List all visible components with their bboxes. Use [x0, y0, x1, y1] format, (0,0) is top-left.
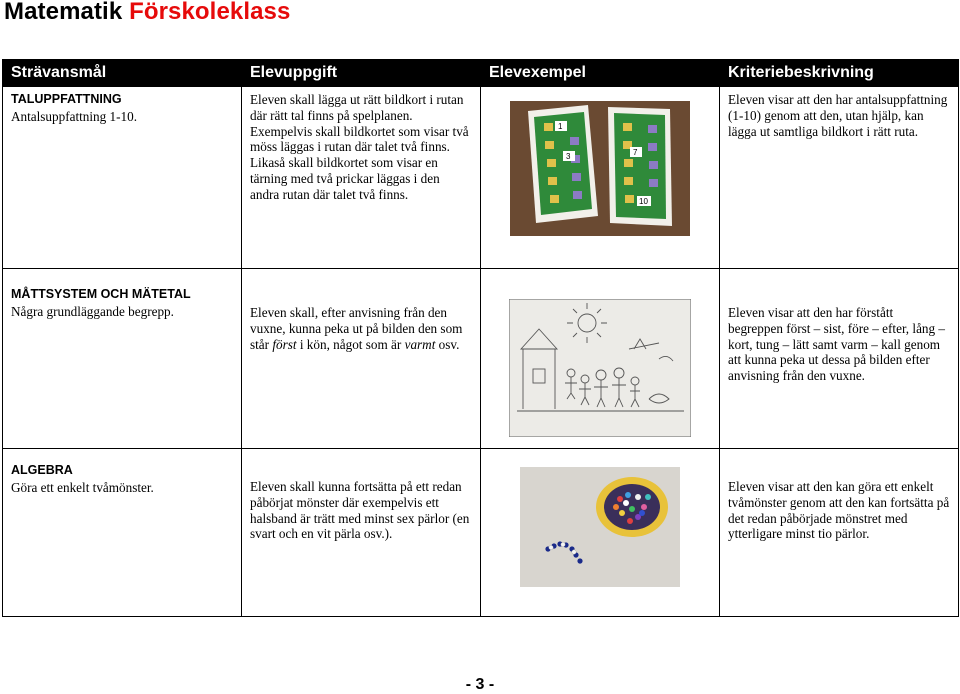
title-part-2: Förskoleklass — [129, 0, 291, 25]
header-elevuppgift: Elevuppgift — [242, 60, 481, 87]
table-row — [3, 87, 959, 269]
category-label: ALGEBRA — [11, 463, 73, 477]
criteria-text: Eleven visar att den har förstått begreppen först – sist, före – efter, lång – kort, tung – lätt samt varm – kall genom att kunna peka ut dessa på bilden efter anvisning från den vuxne. — [728, 305, 945, 384]
header-elevexempel: Elevexempel — [481, 60, 720, 87]
goal-text: Några grundläggande begrepp. — [11, 303, 174, 319]
board-number-label: 3 — [566, 152, 571, 161]
board-number-label: 7 — [633, 148, 638, 157]
task-text — [242, 269, 480, 357]
curriculum-table — [2, 59, 959, 617]
task-emphasis: först — [272, 336, 297, 352]
page-number: - 3 - — [465, 676, 495, 693]
header-kriteriebeskrivning: Kriteriebeskrivning — [720, 60, 959, 87]
queue-drawing-photo — [509, 299, 691, 437]
board-number-label: 10 — [639, 197, 648, 206]
task-text-part: osv. — [435, 336, 460, 352]
task-text: Eleven skall kunna fortsätta på ett redan påbörjat mönster där exempelvis ett halsband är trätt med minst sex pärlor (en svart och en vit pärla osv.). — [250, 479, 470, 542]
task-text-part: i kön, något som är — [296, 336, 405, 352]
header-stravansmal: Strävansmål — [3, 60, 242, 87]
board-number-label: 1 — [558, 122, 563, 131]
category-label: MÅTTSYSTEM OCH MÄTETAL — [11, 287, 191, 301]
criteria-text: Eleven visar att den kan göra ett enkelt tvåmönster genom att den kan fortsätta på det redan påbörjade mönstret med ytterligare minst tio pärlor. — [728, 479, 950, 542]
goal-text: Göra ett enkelt tvåmönster. — [11, 479, 154, 495]
criteria-text: Eleven visar att den har antalsuppfattning (1-10) genom att den, utan hjälp, kan lägga ut samtliga bildkort i rätt ruta. — [728, 92, 948, 139]
game-board-photo — [510, 101, 690, 236]
table-row — [3, 449, 959, 617]
task-emphasis: varmt — [404, 336, 436, 352]
goal-text: Antalsuppfattning 1-10. — [11, 108, 137, 124]
bead-bowl-photo — [520, 467, 680, 587]
title-part-1: Matematik — [4, 0, 123, 25]
task-text-part: Eleven skall, efter anvisning från den vuxne, kunna peka ut på bilden den som står — [250, 305, 463, 352]
page-title — [4, 0, 290, 26]
task-text: Eleven skall lägga ut rätt bildkort i rutan där rätt tal finns på spelplanen. Exempelvis skall bildkortet som visar två möss läggas i rutan där talet två finns. Likaså skall bildkortet som visar en tärning med två prickar läggas i den andra rutan där talet två finns. — [250, 92, 469, 202]
table-header-row — [3, 60, 959, 87]
table-row — [3, 269, 959, 449]
category-label: TALUPPFATTNING — [11, 92, 122, 106]
